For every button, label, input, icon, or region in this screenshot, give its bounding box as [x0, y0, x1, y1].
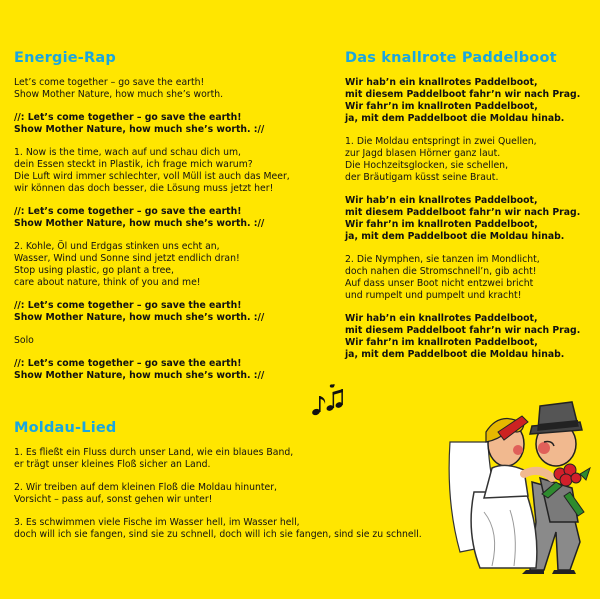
- energie-lyric-line: care about nature, think of you and me!: [14, 277, 201, 288]
- paddelboot-stanza: [345, 254, 595, 302]
- energie-lyric-line: 1. Now is the time, wach auf und schau dich um,: [14, 147, 241, 158]
- paddelboot-lyric-line: Wir hab’n ein knallrotes Paddelboot,: [345, 195, 538, 206]
- paddelboot-lyric-line: Wir fahr’n im knallroten Paddelboot,: [345, 337, 538, 348]
- paddelboot-lyric-line: 2. Die Nymphen, sie tanzen im Mondlicht,: [345, 254, 540, 265]
- moldau-lyric-line: 2. Wir treiben auf dem kleinen Floß die Moldau hinunter,: [14, 482, 278, 493]
- energie-lyric-line: Show Mother Nature, how much she’s worth. ://: [14, 370, 265, 381]
- moldau-stanza: [14, 517, 494, 541]
- energie-rap-section: [14, 50, 344, 393]
- moldau-lyric-line: 3. Es schwimmen viele Fische im Wasser hell, im Wasser hell,: [14, 517, 300, 528]
- paddelboot-lyric-line: doch nahen die Stromschnell’n, gib acht!: [345, 266, 537, 277]
- paddelboot-lyric-line: Wir hab’n ein knallrotes Paddelboot,: [345, 313, 538, 324]
- energie-lyric-line: Wasser, Wind und Sonne sind jetzt endlich dran!: [14, 253, 240, 264]
- energie-lyric-line: Stop using plastic, go plant a tree,: [14, 265, 174, 276]
- moldau-stanza: [14, 482, 494, 506]
- energie-lyric-line: dein Essen steckt in Plastik, ich frage mich warum?: [14, 159, 253, 170]
- energie-lyric-line: //: Let’s come together – go save the earth!: [14, 300, 242, 311]
- energie-stanza: [14, 358, 344, 382]
- energie-lyric-line: Show Mother Nature, how much she’s worth. ://: [14, 124, 265, 135]
- paddelboot-stanza: [345, 195, 595, 243]
- energie-stanza: [14, 300, 344, 324]
- energie-lyric-line: Solo: [14, 335, 34, 346]
- moldau-lied-lyrics: [14, 447, 494, 541]
- energie-lyric-line: Show Mother Nature, how much she’s worth. ://: [14, 312, 265, 323]
- paddelboot-lyric-line: Wir fahr’n im knallroten Paddelboot,: [345, 219, 538, 230]
- energie-lyric-line: Show Mother Nature, how much she’s worth. ://: [14, 218, 265, 229]
- energie-stanza: [14, 112, 344, 136]
- music-notes-icon: [308, 384, 344, 418]
- paddelboot-lyric-line: und rumpelt und pumpelt und kracht!: [345, 290, 522, 301]
- energie-lyric-line: Let’s come together – go save the earth!: [14, 77, 205, 88]
- paddelboot-lyric-line: Wir hab’n ein knallrotes Paddelboot,: [345, 77, 538, 88]
- moldau-lyric-line: er trägt unser kleines Floß sicher an Land.: [14, 459, 211, 470]
- paddelboot-lyric-line: 1. Die Moldau entspringt in zwei Quellen,: [345, 136, 537, 147]
- paddelboot-stanza: [345, 77, 595, 125]
- paddelboot-lyric-line: ja, mit dem Paddelboot die Moldau hinab.: [345, 113, 565, 124]
- energie-lyric-line: //: Let’s come together – go save the earth!: [14, 358, 242, 369]
- paddelboot-lyric-line: der Bräutigam küsst seine Braut.: [345, 172, 499, 183]
- paddelboot-lyric-line: Die Hochzeitsglocken, sie schellen,: [345, 160, 509, 171]
- paddelboot-lyric-line: Auf dass unser Boot nicht entzwei bricht: [345, 278, 534, 289]
- moldau-lied-title: Moldau-Lied: [14, 420, 117, 436]
- energie-rap-lyrics: [14, 77, 344, 382]
- energie-lyric-line: //: Let’s come together – go save the earth!: [14, 206, 242, 217]
- energie-lyric-line: wir können das doch besser, die Lösung muss jetzt her!: [14, 183, 274, 194]
- moldau-lied-section: [14, 420, 494, 552]
- paddelboot-lyric-line: ja, mit dem Paddelboot die Moldau hinab.: [345, 349, 565, 360]
- energie-stanza: [14, 206, 344, 230]
- paddelboot-lyric-line: mit diesem Paddelboot fahr’n wir nach Prag.: [345, 89, 581, 100]
- energie-stanza: [14, 335, 344, 347]
- moldau-lyric-line: 1. Es fließt ein Fluss durch unser Land, wie ein blaues Band,: [14, 447, 294, 458]
- moldau-lyric-line: doch will ich sie fangen, sind sie zu schnell, doch will ich sie fangen, sind sie zu schnell.: [14, 529, 422, 540]
- moldau-lyric-line: Vorsicht – pass auf, sonst gehen wir unter!: [14, 494, 213, 505]
- energie-stanza: [14, 147, 344, 195]
- paddelboot-section: [345, 50, 595, 372]
- energie-lyric-line: Die Luft wird immer schlechter, voll Müll ist auch das Meer,: [14, 171, 290, 182]
- energie-stanza: [14, 77, 344, 101]
- paddelboot-stanza: [345, 313, 595, 361]
- paddelboot-title: Das knallrote Paddelboot: [345, 50, 557, 66]
- paddelboot-lyric-line: zur Jagd blasen Hörner ganz laut.: [345, 148, 501, 159]
- paddelboot-lyric-line: mit diesem Paddelboot fahr’n wir nach Prag.: [345, 325, 581, 336]
- paddelboot-lyric-line: mit diesem Paddelboot fahr’n wir nach Prag.: [345, 207, 581, 218]
- moldau-stanza: [14, 447, 494, 471]
- wedding-couple-illustration: [440, 382, 598, 574]
- paddelboot-lyric-line: Wir fahr’n im knallroten Paddelboot,: [345, 101, 538, 112]
- energie-lyric-line: //: Let’s come together – go save the earth!: [14, 112, 242, 123]
- energie-stanza: [14, 241, 344, 289]
- paddelboot-lyric-line: ja, mit dem Paddelboot die Moldau hinab.: [345, 231, 565, 242]
- energie-lyric-line: 2. Kohle, Öl und Erdgas stinken uns echt an,: [14, 241, 220, 252]
- energie-rap-title: Energie-Rap: [14, 50, 116, 66]
- energie-lyric-line: Show Mother Nature, how much she’s worth.: [14, 89, 224, 100]
- paddelboot-stanza: [345, 136, 595, 184]
- paddelboot-lyrics: [345, 77, 595, 361]
